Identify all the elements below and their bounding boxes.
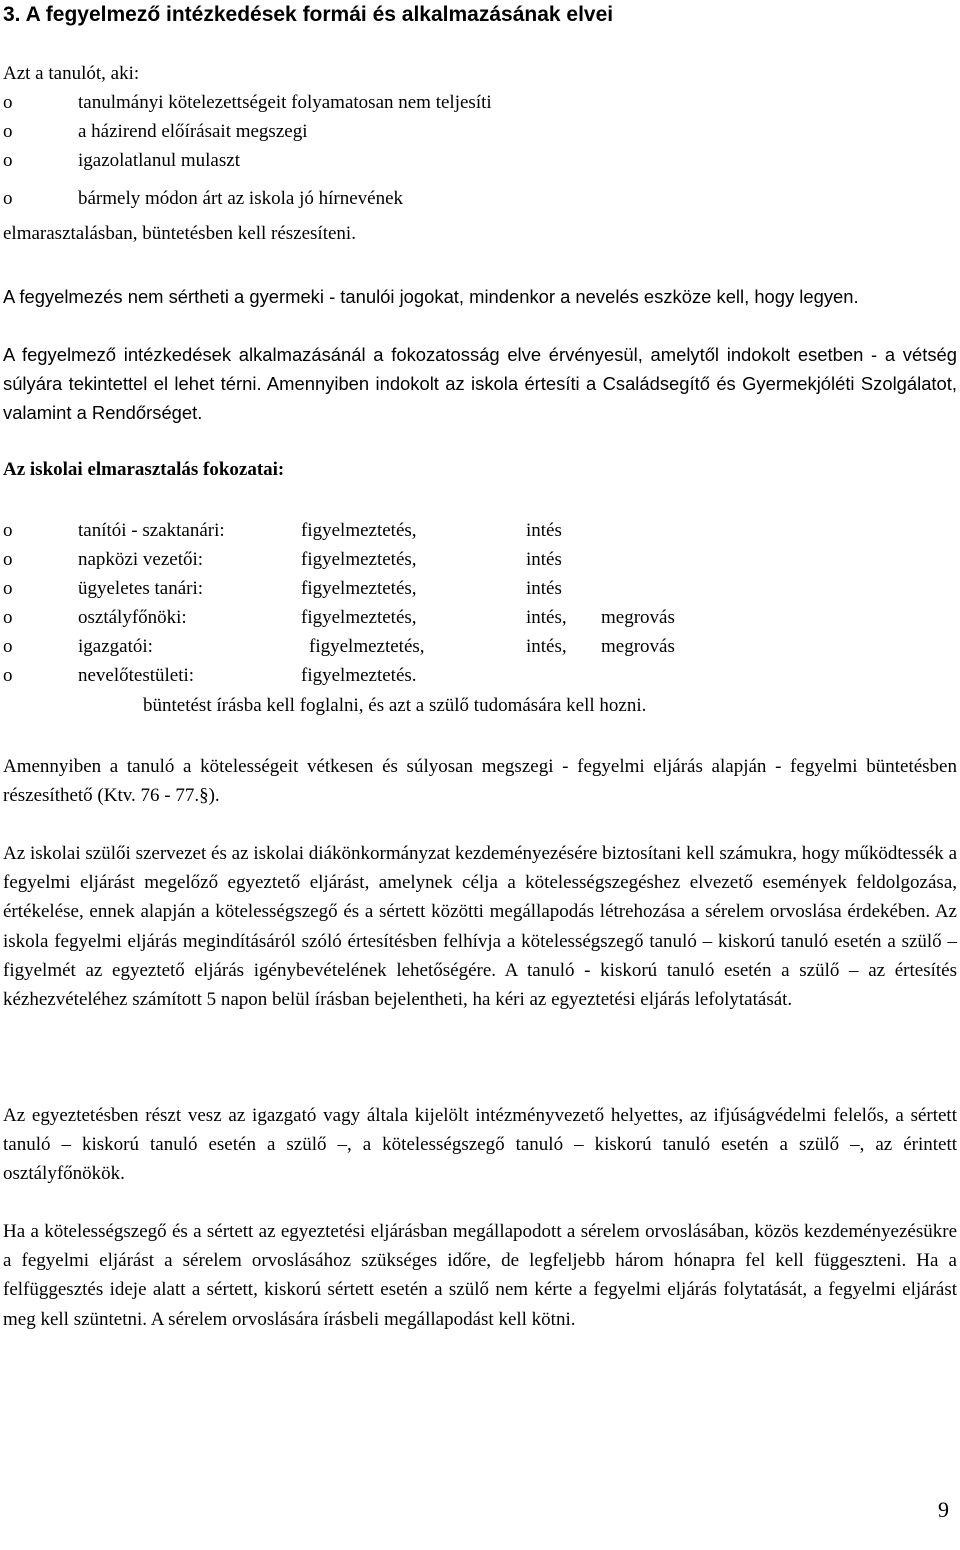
level-authority: nevelőtestületi: — [78, 665, 195, 686]
level-row — [3, 519, 803, 543]
level-row — [3, 577, 803, 601]
level-measure: intés — [526, 578, 562, 599]
body-paragraph: Ha a kötelességszegő és a sértett az egyeztetési eljárásban megállapodott a sérelem orvoslásában, közös kezdeményezésükre a fegyelmi eljárást a sérelem orvoslásához szükséges időre, de legfeljebb három hónapra fel kell függeszteni. Ha a felfüggesztés ideje alatt a sértett, kiskorú sértett esetén a szülő nem kérte a fegyelmi eljárás folytatását, a fegyelmi eljárást meg kell szüntetni. A sérelem orvoslására írásbeli megállapodást kell kötni. — [3, 1221, 957, 1330]
principle-paragraph: A fegyelmező intézkedések alkalmazásánál a fokozatosság elve érvényesül, amelytől indokolt esetben - a vétség súlyára tekintettel el lehet térni. Amennyiben indokolt az iskola értesíti a Családsegítő és Gyermekjóléti Szolgálatot, valamint a Rendőrséget. — [3, 344, 957, 424]
level-row — [3, 635, 803, 659]
level-measure: intés — [526, 520, 562, 541]
level-measure: figyelmeztetés, — [301, 520, 417, 541]
level-measure: figyelmeztetés, — [309, 636, 425, 657]
bullet-icon: o — [3, 636, 13, 657]
bullet-icon: o — [3, 549, 13, 570]
intro-closing: elmarasztalásban, büntetésben kell részesíteni. — [3, 223, 356, 244]
level-measure: figyelmeztetés. — [301, 665, 417, 686]
page-number: 9 — [938, 1497, 949, 1522]
bullet-icon: o — [3, 121, 13, 142]
bullet-icon: o — [3, 520, 13, 541]
bullet-icon: o — [3, 150, 13, 171]
intro-list-item-text: tanulmányi kötelezettségeit folyamatosan nem teljesíti — [78, 92, 492, 113]
body-paragraph: Az egyeztetésben részt vesz az igazgató vagy általa kijelölt intézményvezető helyettes, az ifjúságvédelmi felelős, a sértett tanuló – kiskorú tanuló esetén a szülő –, a kötelességszegő tanuló – kiskorú tanuló esetén a szülő –, az érintett osztályfőnökök. — [3, 1105, 957, 1185]
bullet-icon: o — [3, 665, 13, 686]
bullet-icon: o — [3, 578, 13, 599]
level-measure: figyelmeztetés, — [301, 578, 417, 599]
intro-list-item-text: igazolatlanul mulaszt — [78, 150, 240, 171]
body-paragraph: Az iskolai szülői szervezet és az iskolai diákönkormányzat kezdeményezésére biztosítani kell számukra, hogy működtessék a fegyelmi eljárást megelőző egyeztető eljárást, amelynek célja a kötelességszegéshez elvezető események feldolgozása, értékelése, ennek alapján a kötelességszegő és a sértett közötti megállapodás létrehozása a sérelem orvoslása érdekében. Az iskola fegyelmi eljárás megindításáról szóló értesítésben felhívja a kötelességszegő tanuló – kiskorú tanuló esetén a szülő – figyelmét az egyeztető eljárás igénybevételének lehetőségére. A tanuló - kiskorú tanuló esetén a szülő – az értesítés kézhezvételéhez számított 5 napon belül írásban bejelentheti, ha kéri az egyeztetési eljárás lefolytatását. — [3, 843, 957, 1011]
level-authority: napközi vezetői: — [78, 549, 204, 570]
section-heading: 3. A fegyelmező intézkedések formái és alkalmazásának elvei — [3, 3, 614, 26]
level-row — [3, 606, 803, 630]
level-authority: ügyeletes tanári: — [78, 578, 204, 599]
level-authority: osztályfőnöki: — [78, 607, 187, 628]
bullet-icon: o — [3, 92, 13, 113]
principle-paragraph: A fegyelmezés nem sértheti a gyermeki - tanulói jogokat, mindenkor a nevelés eszköze kell, hogy legyen. — [3, 286, 859, 307]
body-paragraph: Amennyiben a tanuló a kötelességeit vétkesen és súlyosan megszegi - fegyelmi eljárás alapján - fegyelmi büntetésben részesíthető (Ktv. 76 - 77.§). — [3, 756, 957, 807]
levels-note: büntetést írásba kell foglalni, és azt a szülő tudomására kell hozni. — [143, 695, 647, 716]
level-measure: figyelmeztetés, — [301, 607, 417, 628]
level-measure: intés — [526, 549, 562, 570]
intro-lead: Azt a tanulót, aki: — [3, 63, 140, 84]
bullet-icon: o — [3, 188, 13, 209]
intro-list-item-text: bármely módon árt az iskola jó hírnevének — [78, 188, 404, 209]
bullet-icon: o — [3, 607, 13, 628]
level-measure: figyelmeztetés, — [301, 549, 417, 570]
level-authority: igazgatói: — [78, 636, 153, 657]
level-measure: megrovás — [601, 636, 675, 657]
level-measure: intés, — [526, 607, 567, 628]
intro-list-item-text: a házirend előírásait megszegi — [78, 121, 308, 142]
level-measure: intés, — [526, 636, 567, 657]
level-measure: megrovás — [601, 607, 675, 628]
level-row — [3, 664, 803, 688]
levels-title: Az iskolai elmarasztalás fokozatai: — [3, 459, 285, 480]
level-authority: tanítói - szaktanári: — [78, 520, 225, 541]
level-row — [3, 548, 803, 572]
